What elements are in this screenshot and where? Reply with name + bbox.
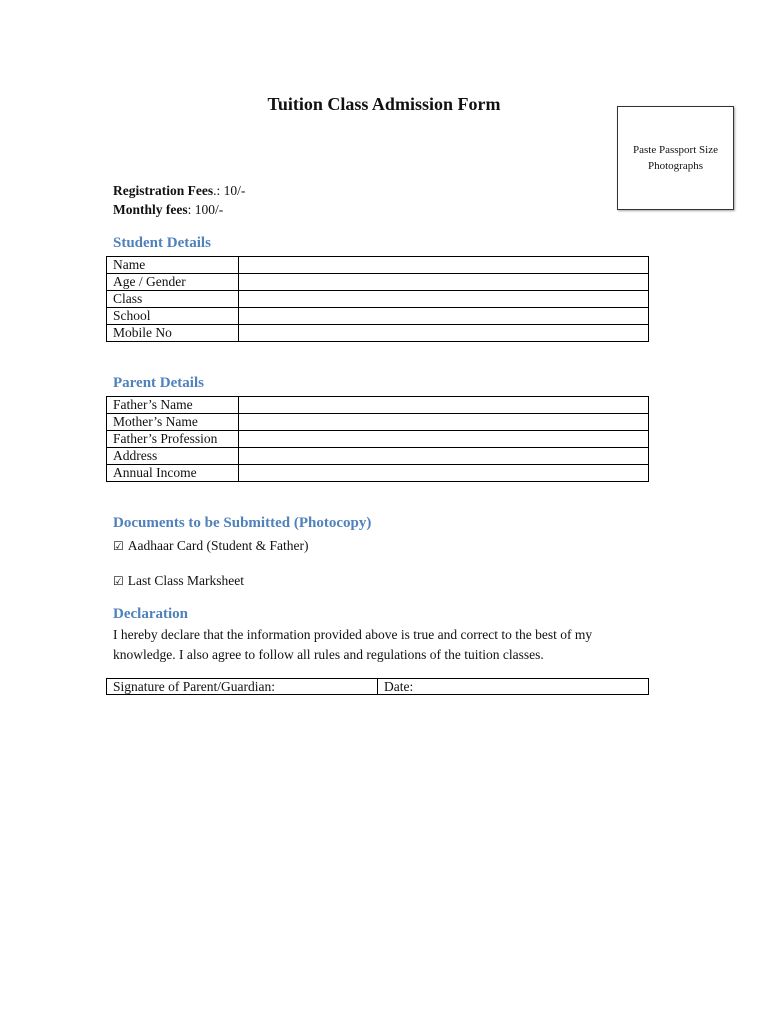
student-field-label: Class [107,291,239,308]
declaration-heading: Declaration [113,606,188,622]
table-row [107,291,649,308]
table-row [107,257,649,274]
table-row [107,448,649,465]
photo-box-line1: Paste Passport Size [633,144,718,156]
student-field-label: School [107,308,239,325]
student-class-field[interactable] [239,291,649,308]
student-school-field[interactable] [239,308,649,325]
parent-details-table [106,396,649,482]
declaration-text: I hereby declare that the information provided above is true and correct to the best of my knowledge. I also agree to follow all rules and regulations of the tuition classes. [113,627,593,662]
table-row [107,465,649,482]
documents-heading: Documents to be Submitted (Photocopy) [113,515,372,531]
document-item-label: Last Class Marksheet [127,573,244,588]
mother-name-field[interactable] [239,414,649,431]
photo-box-line2: Photographs [647,160,703,172]
monthly-fees-label: Monthly fees [113,202,188,217]
parent-field-label: Father’s Name [107,397,239,414]
date-field[interactable]: Date: [378,679,649,695]
student-field-label: Mobile No [107,325,239,342]
form-title: Tuition Class Admission Form [267,94,501,114]
table-row [107,325,649,342]
father-profession-field[interactable] [239,431,649,448]
student-field-label: Name [107,257,239,274]
student-age-gender-field[interactable] [239,274,649,291]
student-details-table [106,256,649,342]
registration-fees [113,183,245,199]
annual-income-field[interactable] [239,465,649,482]
student-mobile-field[interactable] [239,325,649,342]
table-row [107,679,649,695]
document-item-marksheet [113,573,244,589]
parent-field-label: Father’s Profession [107,431,239,448]
parent-field-label: Mother’s Name [107,414,239,431]
monthly-fees-value: : 100/- [187,202,224,217]
student-name-field[interactable] [239,257,649,274]
father-name-field[interactable] [239,397,649,414]
parent-field-label: Annual Income [107,465,239,482]
student-field-label: Age / Gender [107,274,239,291]
parent-field-label: Address [107,448,239,465]
address-field[interactable] [239,448,649,465]
checkbox-checked-icon[interactable]: ☑ [113,539,124,553]
table-row [107,414,649,431]
registration-fees-value: .: 10/- [213,183,246,198]
photo-placeholder-box [617,106,734,210]
table-row [107,397,649,414]
student-details-heading: Student Details [113,235,211,251]
signature-field[interactable]: Signature of Parent/Guardian: [107,679,378,695]
monthly-fees [113,202,223,218]
table-row [107,274,649,291]
document-item-label: Aadhaar Card (Student & Father) [127,538,309,553]
table-row [107,431,649,448]
table-row [107,308,649,325]
document-item-aadhaar [113,538,308,554]
checkbox-checked-icon[interactable]: ☑ [113,574,124,588]
parent-details-heading: Parent Details [113,375,204,391]
signature-table [106,678,649,695]
registration-fees-label: Registration Fees [113,183,214,198]
